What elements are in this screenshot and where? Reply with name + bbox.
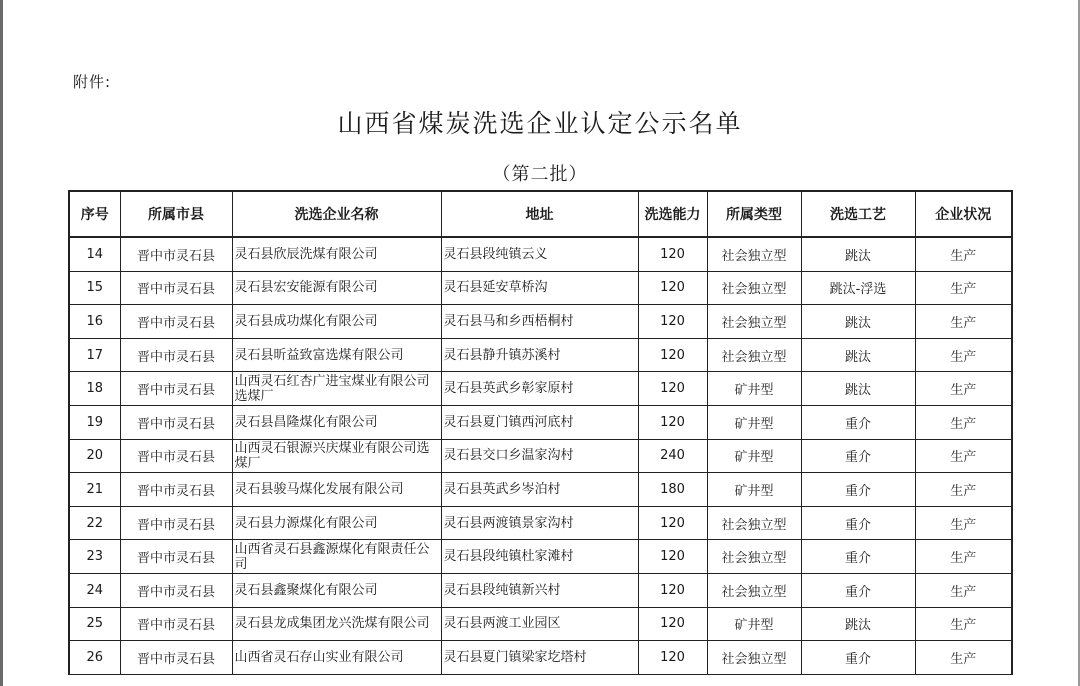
- cell-city-county: 晋中市灵石县: [120, 439, 232, 473]
- cell-status: 生产: [915, 439, 1012, 473]
- cell-type: 社会独立型: [707, 506, 801, 540]
- table-row: [69, 405, 1012, 439]
- document-title: 山西省煤炭洗选企业认定公示名单: [337, 109, 743, 138]
- table-row: [69, 540, 1012, 574]
- cell-city-county: 晋中市灵石县: [120, 271, 232, 305]
- cell-status: 生产: [915, 641, 1012, 675]
- cell-process: 跳汰: [801, 237, 915, 271]
- table-row: [69, 271, 1012, 305]
- cell-enterprise-name: 山西灵石银源兴庆煤业有限公司选煤厂: [232, 439, 441, 473]
- cell-address: 灵石县两渡工业园区: [441, 607, 638, 641]
- cell-index: 16: [69, 305, 120, 339]
- cell-type: 社会独立型: [707, 573, 801, 607]
- cell-type: 矿井型: [707, 473, 801, 507]
- cell-index: 23: [69, 540, 120, 574]
- table-row: [69, 305, 1012, 339]
- header-capacity: 洗选能力: [638, 191, 707, 237]
- cell-address: 灵石县段纯镇云义: [441, 237, 638, 271]
- cell-enterprise-name: 山西省灵石存山实业有限公司: [232, 641, 441, 675]
- cell-type: 社会独立型: [707, 540, 801, 574]
- cell-index: 18: [69, 372, 120, 406]
- document-subtitle: （第二批）: [492, 164, 588, 185]
- cell-process: 重介: [801, 405, 915, 439]
- cell-enterprise-name: 灵石县力源煤化有限公司: [232, 506, 441, 540]
- cell-address: 灵石县交口乡温家沟村: [441, 439, 638, 473]
- cell-city-county: 晋中市灵石县: [120, 405, 232, 439]
- header-status: 企业状况: [915, 191, 1012, 237]
- table-row: [69, 641, 1012, 675]
- cell-address: 灵石县静升镇苏溪村: [441, 338, 638, 372]
- cell-process: 重介: [801, 540, 915, 574]
- cell-capacity: 120: [638, 305, 707, 339]
- cell-address: 灵石县段纯镇新兴村: [441, 573, 638, 607]
- table-row: [69, 573, 1012, 607]
- cell-city-county: 晋中市灵石县: [120, 506, 232, 540]
- cell-type: 矿井型: [707, 439, 801, 473]
- cell-status: 生产: [915, 405, 1012, 439]
- table-header-row: [69, 191, 1012, 237]
- cell-enterprise-name: 灵石县昌隆煤化有限公司: [232, 405, 441, 439]
- cell-type: 矿井型: [707, 405, 801, 439]
- table-row: [69, 338, 1012, 372]
- cell-address: 灵石县段纯镇杜家滩村: [441, 540, 638, 574]
- table-row: [69, 439, 1012, 473]
- header-index: 序号: [69, 191, 120, 237]
- cell-type: 社会独立型: [707, 641, 801, 675]
- cell-type: 社会独立型: [707, 271, 801, 305]
- cell-status: 生产: [915, 540, 1012, 574]
- header-type: 所属类型: [707, 191, 801, 237]
- cell-status: 生产: [915, 305, 1012, 339]
- cell-enterprise-name: 灵石县骏马煤化发展有限公司: [232, 473, 441, 507]
- cell-process: 跳汰: [801, 305, 915, 339]
- cell-index: 24: [69, 573, 120, 607]
- table-row: [69, 473, 1012, 507]
- annex-label: 附件:: [73, 73, 112, 91]
- header-city-county: 所属市县: [120, 191, 232, 237]
- enterprise-table: [68, 190, 1013, 675]
- cell-status: 生产: [915, 271, 1012, 305]
- cell-process: 重介: [801, 473, 915, 507]
- cell-capacity: 120: [638, 607, 707, 641]
- cell-process: 跳汰: [801, 607, 915, 641]
- cell-type: 社会独立型: [707, 305, 801, 339]
- cell-index: 21: [69, 473, 120, 507]
- header-address: 地址: [441, 191, 638, 237]
- cell-process: 重介: [801, 573, 915, 607]
- cell-index: 17: [69, 338, 120, 372]
- page-left-border: [0, 0, 3, 686]
- cell-status: 生产: [915, 506, 1012, 540]
- cell-process: 重介: [801, 641, 915, 675]
- cell-address: 灵石县夏门镇梁家圪塔村: [441, 641, 638, 675]
- cell-process: 跳汰-浮选: [801, 271, 915, 305]
- cell-index: 25: [69, 607, 120, 641]
- cell-enterprise-name: 灵石县鑫聚煤化有限公司: [232, 573, 441, 607]
- header-process: 洗选工艺: [801, 191, 915, 237]
- cell-capacity: 120: [638, 506, 707, 540]
- cell-city-county: 晋中市灵石县: [120, 305, 232, 339]
- cell-city-county: 晋中市灵石县: [120, 473, 232, 507]
- cell-status: 生产: [915, 607, 1012, 641]
- cell-capacity: 180: [638, 473, 707, 507]
- cell-process: 跳汰: [801, 338, 915, 372]
- cell-status: 生产: [915, 473, 1012, 507]
- table-row: [69, 607, 1012, 641]
- cell-address: 灵石县两渡镇景家沟村: [441, 506, 638, 540]
- cell-enterprise-name: 山西灵石红杏广进宝煤业有限公司选煤厂: [232, 372, 441, 406]
- cell-capacity: 120: [638, 338, 707, 372]
- cell-capacity: 120: [638, 540, 707, 574]
- table-row: [69, 237, 1012, 271]
- cell-enterprise-name: 山西省灵石县鑫源煤化有限责任公司: [232, 540, 441, 574]
- cell-city-county: 晋中市灵石县: [120, 573, 232, 607]
- cell-capacity: 120: [638, 237, 707, 271]
- cell-address: 灵石县夏门镇西河底村: [441, 405, 638, 439]
- cell-enterprise-name: 灵石县昕益致富选煤有限公司: [232, 338, 441, 372]
- table-row: [69, 372, 1012, 406]
- cell-capacity: 120: [638, 372, 707, 406]
- cell-process: 跳汰: [801, 372, 915, 406]
- cell-index: 14: [69, 237, 120, 271]
- cell-address: 灵石县马和乡西梧桐村: [441, 305, 638, 339]
- cell-index: 22: [69, 506, 120, 540]
- cell-address: 灵石县英武乡岑泊村: [441, 473, 638, 507]
- cell-address: 灵石县英武乡彰家原村: [441, 372, 638, 406]
- cell-status: 生产: [915, 372, 1012, 406]
- cell-type: 矿井型: [707, 607, 801, 641]
- header-enterprise-name: 洗选企业名称: [232, 191, 441, 237]
- cell-status: 生产: [915, 573, 1012, 607]
- cell-capacity: 120: [638, 641, 707, 675]
- cell-address: 灵石县延安草桥沟: [441, 271, 638, 305]
- cell-status: 生产: [915, 338, 1012, 372]
- cell-index: 20: [69, 439, 120, 473]
- cell-index: 26: [69, 641, 120, 675]
- cell-status: 生产: [915, 237, 1012, 271]
- cell-process: 重介: [801, 506, 915, 540]
- cell-capacity: 120: [638, 405, 707, 439]
- cell-enterprise-name: 灵石县欣辰洗煤有限公司: [232, 237, 441, 271]
- cell-type: 矿井型: [707, 372, 801, 406]
- cell-type: 社会独立型: [707, 338, 801, 372]
- cell-index: 15: [69, 271, 120, 305]
- table-row: [69, 506, 1012, 540]
- cell-process: 重介: [801, 439, 915, 473]
- cell-capacity: 120: [638, 271, 707, 305]
- cell-enterprise-name: 灵石县龙成集团龙兴洗煤有限公司: [232, 607, 441, 641]
- cell-capacity: 120: [638, 573, 707, 607]
- cell-city-county: 晋中市灵石县: [120, 540, 232, 574]
- cell-index: 19: [69, 405, 120, 439]
- cell-city-county: 晋中市灵石县: [120, 237, 232, 271]
- cell-city-county: 晋中市灵石县: [120, 338, 232, 372]
- cell-city-county: 晋中市灵石县: [120, 607, 232, 641]
- cell-city-county: 晋中市灵石县: [120, 641, 232, 675]
- cell-enterprise-name: 灵石县成功煤化有限公司: [232, 305, 441, 339]
- cell-capacity: 240: [638, 439, 707, 473]
- cell-type: 社会独立型: [707, 237, 801, 271]
- cell-enterprise-name: 灵石县宏安能源有限公司: [232, 271, 441, 305]
- cell-city-county: 晋中市灵石县: [120, 372, 232, 406]
